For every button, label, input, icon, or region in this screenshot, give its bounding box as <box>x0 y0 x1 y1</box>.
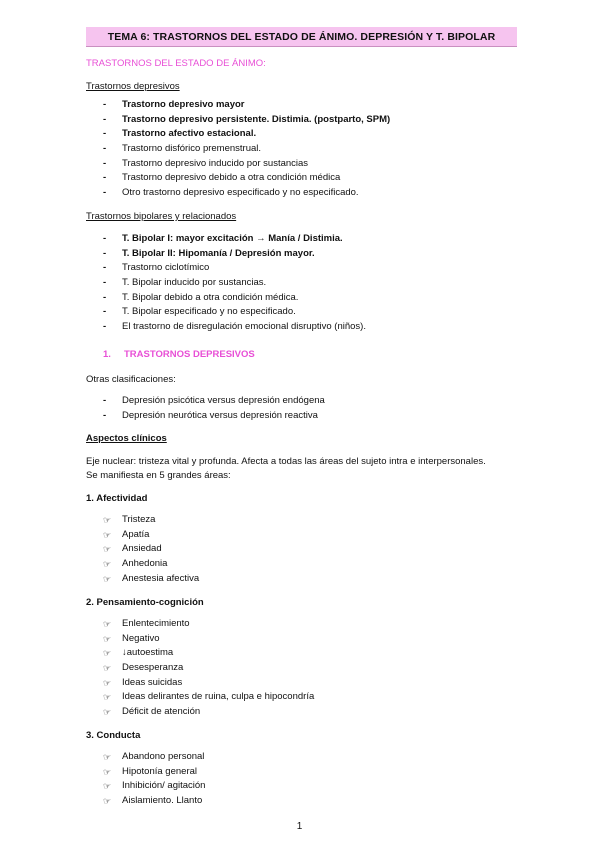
list-item-text: Trastorno depresivo persistente. Distimia. (postparto, SPM) <box>122 113 391 125</box>
list-item <box>103 276 366 291</box>
list-item-text: Desesperanza <box>122 662 184 674</box>
list-item-text: Apatía <box>122 528 150 540</box>
dash-bullet: - <box>103 262 107 274</box>
depressive-heading: Trastornos depresivos <box>86 81 180 92</box>
numbered-heading-number: 1. <box>103 349 111 360</box>
list-item <box>103 127 390 142</box>
list-item-text: El trastorno de disregulación emocional disruptivo (niños). <box>122 321 366 333</box>
pointing-hand-icon: ☞ <box>103 544 112 555</box>
list-item-text: Negativo <box>122 632 160 644</box>
depressive-list <box>103 98 390 201</box>
dash-bullet: - <box>103 306 107 318</box>
list-item <box>103 261 366 276</box>
dash-bullet: - <box>103 409 107 421</box>
dash-bullet: - <box>103 157 107 169</box>
list-item <box>103 542 199 557</box>
pointing-hand-icon: ☞ <box>103 559 112 570</box>
dash-bullet: - <box>103 291 107 303</box>
dash-bullet: - <box>103 395 107 406</box>
other-classifications-list <box>103 394 325 423</box>
list-item <box>103 291 366 306</box>
list-item-text: Ideas suicidas <box>122 676 183 688</box>
list-item <box>103 142 390 157</box>
dash-bullet: - <box>103 233 107 244</box>
list-item <box>103 171 390 186</box>
list-item-text: Ideas delirantes de ruina, culpa e hipocondría <box>122 691 315 703</box>
dash-bullet: - <box>103 277 107 289</box>
dash-bullet: - <box>103 113 107 125</box>
bipolar-heading: Trastornos bipolares y relacionados <box>86 211 237 222</box>
list-item <box>103 572 199 587</box>
list-item-text: Ansiedad <box>122 543 162 555</box>
list-item <box>103 705 314 720</box>
list-item <box>103 765 205 780</box>
list-item <box>103 632 314 647</box>
list-item <box>103 690 314 705</box>
list-item-text: T. Bipolar especificado y no especificado. <box>122 306 296 318</box>
list-item <box>103 409 325 424</box>
area-affectivity-heading: 1. Afectividad <box>86 493 148 504</box>
list-item <box>103 113 390 128</box>
list-item-text: Anhedonia <box>122 558 168 570</box>
pointing-hand-icon: ☞ <box>103 781 112 792</box>
dash-bullet: - <box>103 128 107 140</box>
list-item-text: Trastorno afectivo estacional. <box>122 128 257 140</box>
dash-bullet: - <box>103 99 107 110</box>
bipolar-list <box>103 232 366 335</box>
area-thinking-list <box>103 617 314 720</box>
pointing-hand-icon: ☞ <box>103 752 112 762</box>
dash-bullet: - <box>103 187 107 199</box>
dash-bullet: - <box>103 247 107 259</box>
dash-bullet: - <box>103 321 107 333</box>
numbered-heading-text: TRASTORNOS DEPRESIVOS <box>124 349 255 360</box>
list-item-text: Trastorno depresivo mayor <box>122 99 245 110</box>
list-item <box>103 617 314 632</box>
pointing-hand-icon: ☞ <box>103 529 112 540</box>
list-item-text: ↓autoestima <box>122 647 174 659</box>
list-item-text: Inhibición/ agitación <box>122 780 206 792</box>
clinical-paragraph-line-2: Se manifiesta en 5 grandes áreas: <box>86 470 231 481</box>
area-thinking-heading: 2. Pensamiento-cognición <box>86 597 204 608</box>
list-item-text: Abandono personal <box>122 751 205 762</box>
list-item-text: Déficit de atención <box>122 706 201 718</box>
list-item <box>103 676 314 691</box>
dash-bullet: - <box>103 143 107 155</box>
list-item <box>103 794 205 809</box>
list-item <box>103 232 366 247</box>
list-item <box>103 247 366 262</box>
numbered-heading <box>103 349 255 360</box>
list-item <box>103 394 325 409</box>
pointing-hand-icon: ☞ <box>103 796 112 807</box>
list-item-text: Otro trastorno depresivo especificado y no especificado. <box>122 187 359 199</box>
list-item <box>103 320 366 335</box>
pointing-hand-icon: ☞ <box>103 766 112 777</box>
document-title: TEMA 6: TRASTORNOS DEL ESTADO DE ÁNIMO. DEPRESIÓN Y T. BIPOLAR <box>86 27 517 47</box>
list-item-text: Aislamiento. Llanto <box>122 795 203 807</box>
pointing-hand-icon: ☞ <box>103 619 112 629</box>
area-behavior-heading: 3. Conducta <box>86 730 141 741</box>
pointing-hand-icon: ☞ <box>103 648 112 659</box>
list-item-text: Trastorno depresivo inducido por sustancias <box>122 157 309 169</box>
list-item-text: Enlentecimiento <box>122 618 190 629</box>
list-item <box>103 528 199 543</box>
pointing-hand-icon: ☞ <box>103 707 112 718</box>
list-item-text: T. Bipolar inducido por sustancias. <box>122 277 267 289</box>
list-item-text: T. Bipolar I: mayor excitación → Manía / Distimia. <box>122 233 343 244</box>
list-item-text: Depresión psicótica versus depresión endógena <box>122 395 325 406</box>
list-item-text: Tristeza <box>122 514 156 525</box>
pointing-hand-icon: ☞ <box>103 573 112 584</box>
page-number: 1 <box>296 821 303 832</box>
pointing-hand-icon: ☞ <box>103 663 112 674</box>
clinical-paragraph-line-1: Eje nuclear: tristeza vital y profunda. Afecta a todas las áreas del sujeto intra e interpersonales. <box>86 456 486 467</box>
list-item <box>103 779 205 794</box>
list-item <box>103 186 390 201</box>
list-item-text: Depresión neurótica versus depresión reactiva <box>122 409 318 421</box>
pointing-hand-icon: ☞ <box>103 692 112 703</box>
list-item <box>103 513 199 528</box>
list-item <box>103 750 205 765</box>
list-item <box>103 646 314 661</box>
pointing-hand-icon: ☞ <box>103 633 112 644</box>
dash-bullet: - <box>103 172 107 184</box>
other-classifications-label: Otras clasificaciones: <box>86 374 176 385</box>
list-item <box>103 305 366 320</box>
list-item <box>103 661 314 676</box>
list-item <box>103 98 390 113</box>
area-behavior-list <box>103 750 205 809</box>
list-item-text: Anestesia afectiva <box>122 572 200 584</box>
pointing-hand-icon: ☞ <box>103 515 112 525</box>
clinical-heading: Aspectos clínicos <box>86 433 167 444</box>
list-item-text: T. Bipolar debido a otra condición médica. <box>122 291 299 303</box>
list-item-text: Trastorno disfórico premenstrual. <box>122 143 262 155</box>
area-affectivity-list <box>103 513 199 586</box>
list-item-text: Hipotonía general <box>122 765 197 777</box>
list-item-text: Trastorno ciclotímico <box>122 262 210 274</box>
list-item-text: T. Bipolar II: Hipomanía / Depresión mayor. <box>122 247 315 259</box>
pointing-hand-icon: ☞ <box>103 677 112 688</box>
list-item <box>103 557 199 572</box>
list-item <box>103 157 390 172</box>
list-item-text: Trastorno depresivo debido a otra condición médica <box>122 172 341 184</box>
section-heading: TRASTORNOS DEL ESTADO DE ÁNIMO: <box>86 58 266 69</box>
